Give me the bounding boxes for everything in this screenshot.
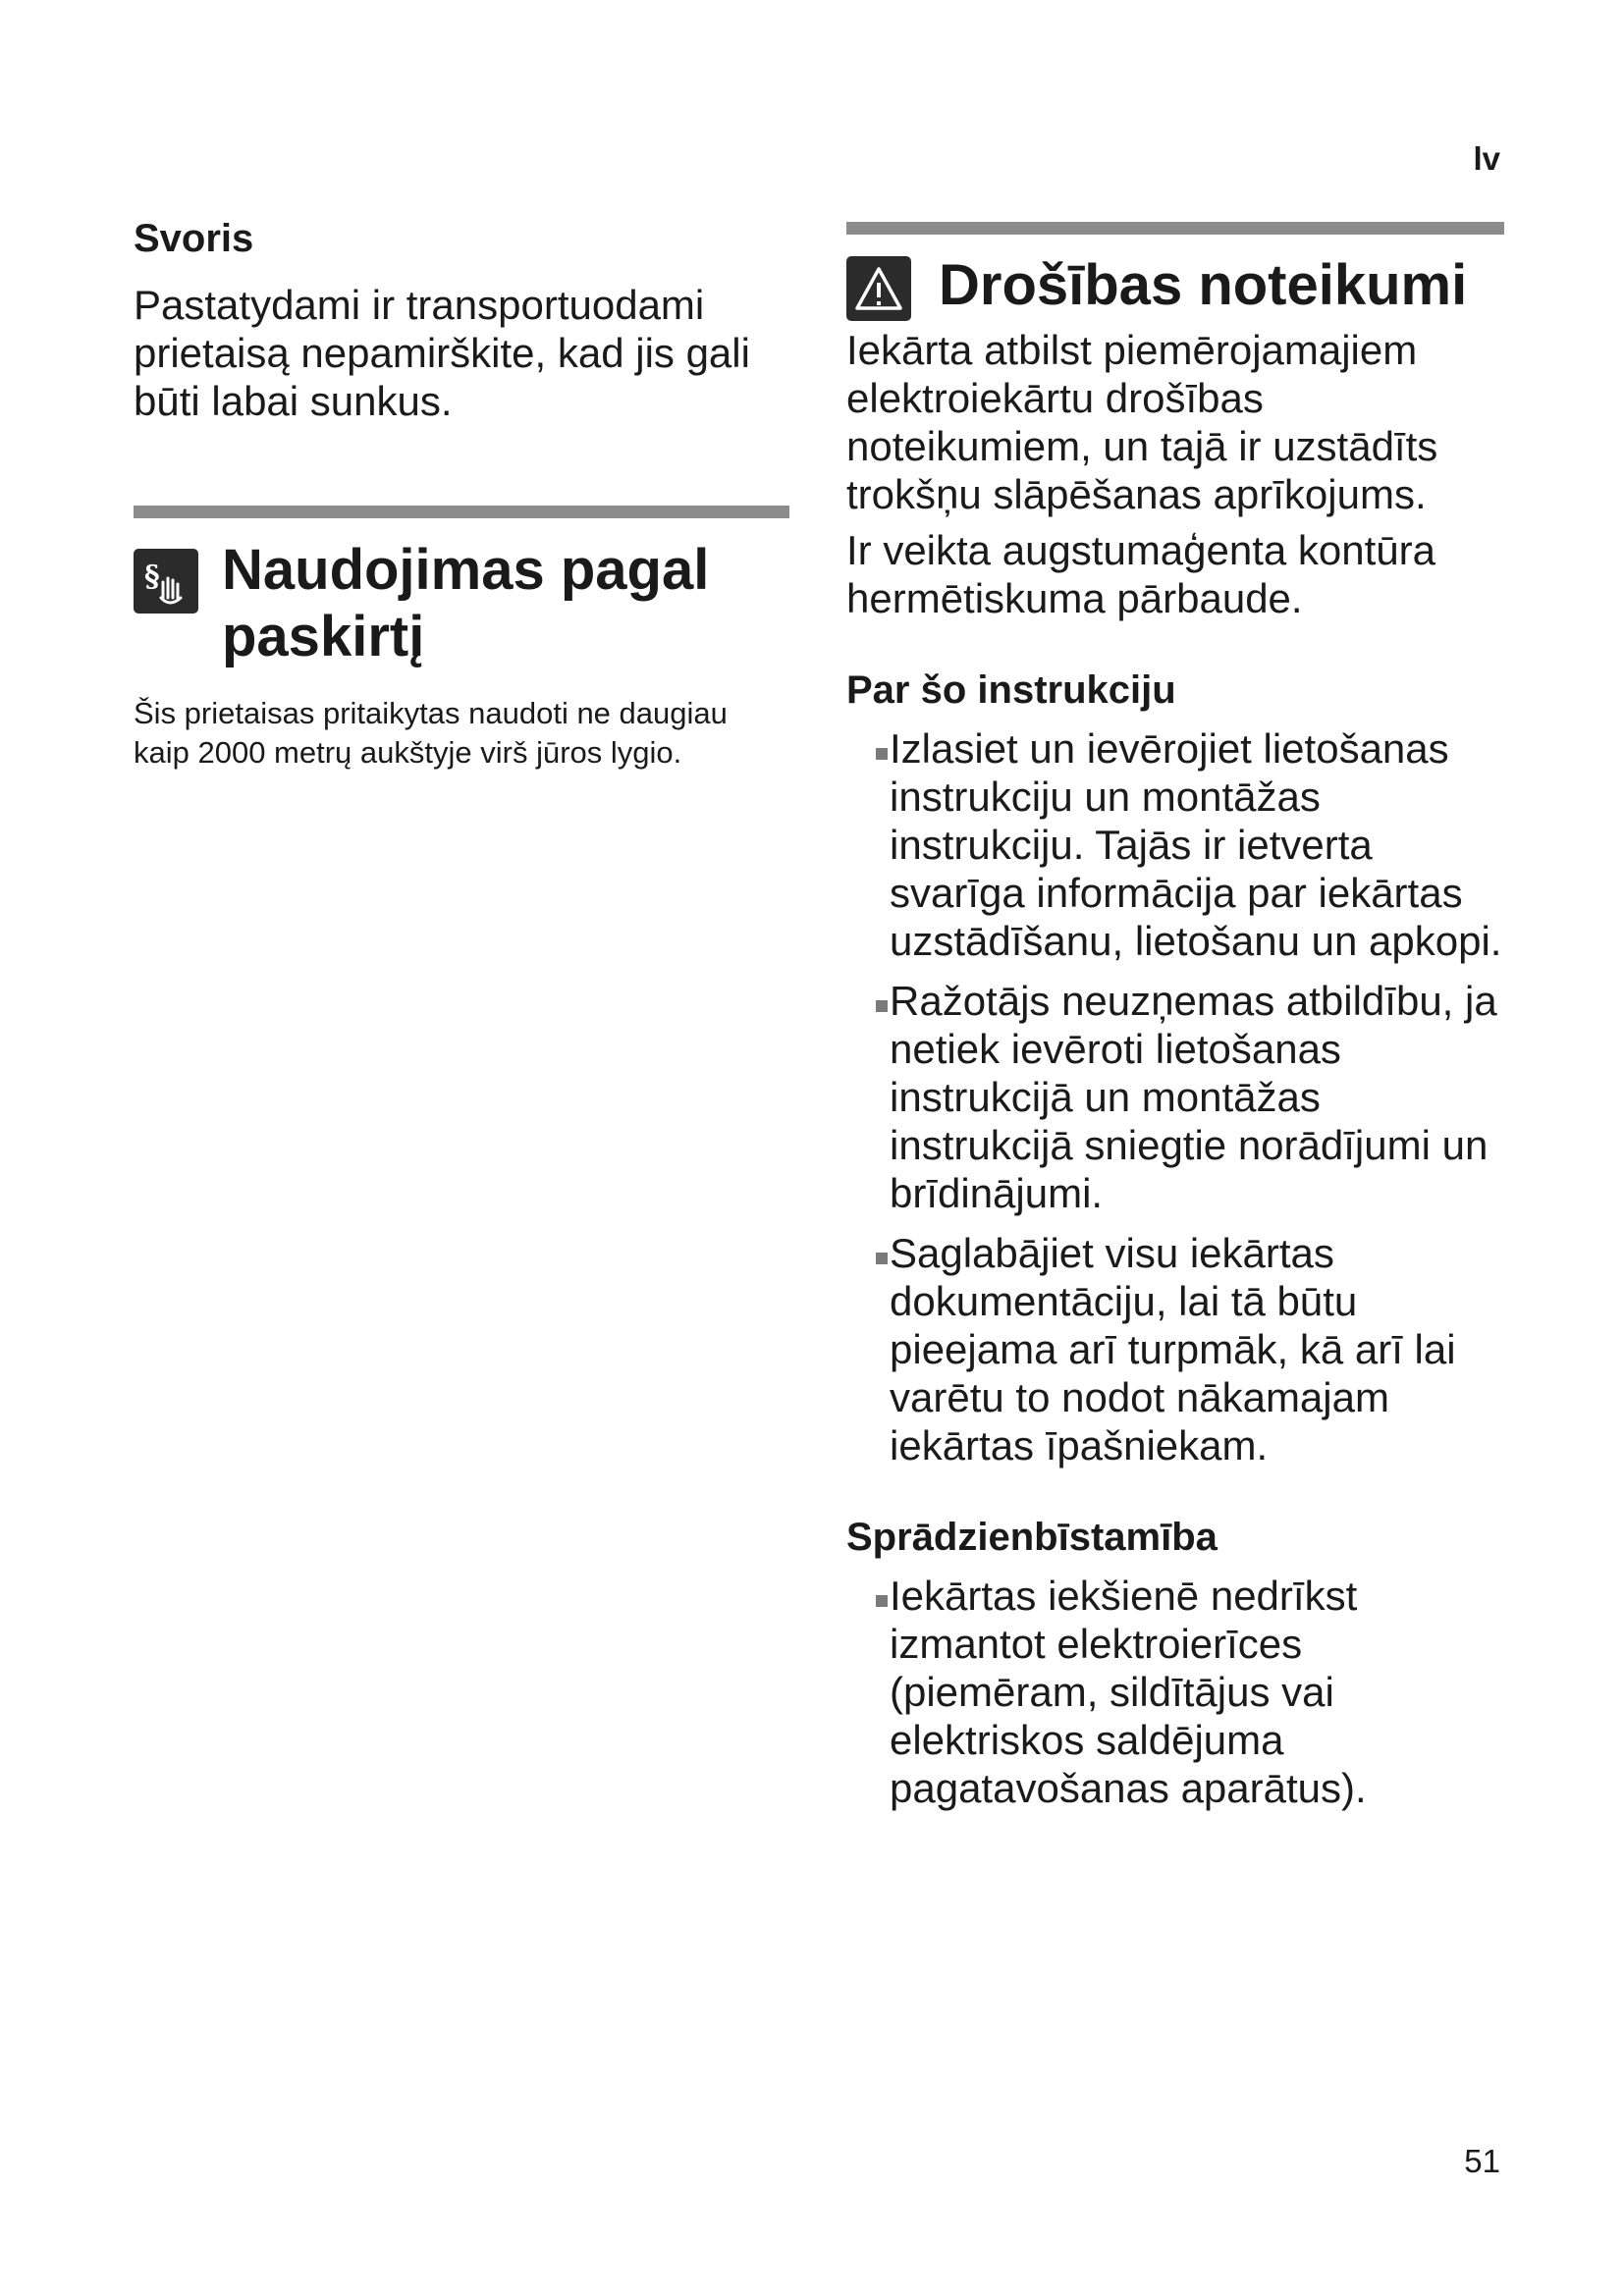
instructions-list bbox=[846, 724, 1504, 1469]
safety-title: Drošības noteikumi bbox=[939, 253, 1468, 317]
safety-paragraph-2: Ir veikta augstumaģenta kontūra hermētiskuma pārbaude. bbox=[846, 527, 1436, 621]
section-divider bbox=[846, 222, 1504, 235]
intended-use-text: Šis prietaisas pritaikytas naudoti ne daugiau kaip 2000 metrų aukštyje virš jūros lygio. bbox=[134, 696, 728, 770]
intended-use-title-line2: paskirtį bbox=[222, 605, 425, 668]
weight-heading: Svoris bbox=[134, 217, 254, 260]
safety-paragraph-1: Iekārta atbilst piemērojamajiem elektroiekārtu drošības noteikumiem, un tajā ir uzstādīts trokšņu slāpēšanas aprīkojums. bbox=[846, 327, 1438, 517]
weight-text: Pastatydami ir transportuodami prietaisą nepamirškite, kad jis gali būti labai sunkus. bbox=[134, 282, 750, 424]
right-column bbox=[846, 222, 1504, 1812]
list-item: Iekārtas iekšienē nedrīkst izmantot elektroierīces (piemēram, sildītājus vai elektriskos saldējuma pagatavošanas aparātus). bbox=[846, 1572, 1504, 1812]
warning-triangle-icon bbox=[846, 256, 911, 321]
intended-use-title-line1: Naudojimas pagal bbox=[222, 538, 710, 602]
intended-use-header bbox=[134, 537, 791, 670]
explosion-heading: Sprādzienbīstamība bbox=[846, 1516, 1218, 1559]
bullet-square-icon bbox=[876, 1000, 888, 1012]
list-item: Ražotājs neuzņemas atbildību, ja netiek ievēroti lietošanas instrukcijā un montāžas instrukcijā sniegtie norādījumi un brīdinājumi. bbox=[846, 977, 1504, 1217]
section-divider bbox=[134, 506, 789, 518]
explosion-list bbox=[846, 1572, 1504, 1812]
language-tag: lv bbox=[1473, 140, 1500, 177]
safety-header bbox=[846, 252, 1504, 321]
bullet-square-icon bbox=[876, 748, 888, 760]
bullet-square-icon bbox=[876, 1595, 888, 1607]
list-item: Saglabājiet visu iekārtas dokumentāciju, lai tā būtu pieejama arī turpmāk, kā arī lai varētu to nodot nākamajam iekārtas īpašniekam. bbox=[846, 1229, 1504, 1469]
svg-text:§: § bbox=[144, 560, 160, 594]
bullet-square-icon bbox=[876, 1253, 888, 1264]
left-column bbox=[134, 214, 791, 773]
page-number: 51 bbox=[1464, 2143, 1500, 2179]
section-hand-icon bbox=[134, 549, 198, 614]
instructions-heading: Par šo instrukciju bbox=[846, 668, 1176, 712]
list-item: Izlasiet un ievērojiet lietošanas instrukciju un montāžas instrukciju. Tajās ir ietverta svarīga informācija par iekārtas uzstādīšanu, lietošanu un apkopi. bbox=[846, 724, 1504, 965]
